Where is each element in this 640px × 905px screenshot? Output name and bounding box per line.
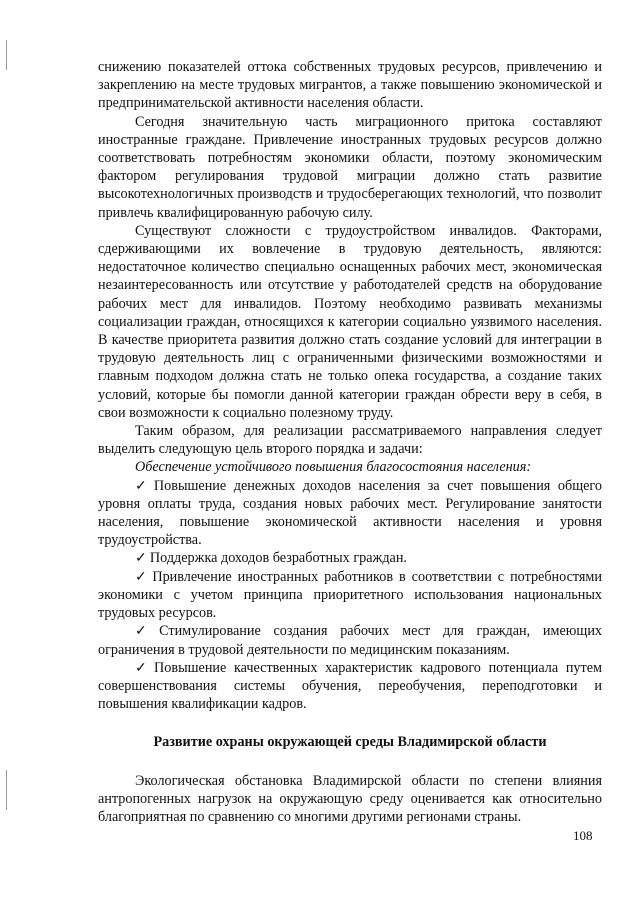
checklist-item-text: Привлечение иностранных работников в соответствии с потребностями экономики с учетом принципа приоритетного использования национальных трудовых ресурсов. xyxy=(98,568,603,622)
checkmark-icon: ✓ xyxy=(135,550,147,567)
checkmark-icon: ✓ xyxy=(135,623,157,640)
checklist-item xyxy=(98,549,602,567)
checklist-item xyxy=(98,477,602,550)
paragraph: Экологическая обстановка Владимирской области по степени влияния антропогенных нагрузок на окружающую среду оценивается как относительно благоприятная по сравнению со многими другими регионами страны. xyxy=(98,772,602,825)
checklist-item-text: Стимулирование создания рабочих мест для граждан, имеющих ограничения в трудовой деятельности по медицинским показаниям. xyxy=(98,623,603,658)
paragraph: Таким образом, для реализации рассматриваемого направления следует выделить следующую цель второго порядка и задачи: xyxy=(98,423,602,458)
checklist-item xyxy=(98,568,602,623)
checklist-item-text: Поддержка доходов безработных граждан. xyxy=(149,550,407,567)
checkmark-icon: ✓ xyxy=(135,568,150,585)
goal-statement: Обеспечение устойчивого повышения благосостояния населения: xyxy=(135,459,532,476)
checkmark-icon: ✓ xyxy=(135,477,151,494)
section-heading: Развитие охраны окружающей среды Владимирской области xyxy=(153,734,547,751)
checklist-item xyxy=(98,659,602,714)
checklist-item-text: Повышение денежных доходов населения за счет повышения общего уровня оплаты труда, создания новых рабочих мест. Регулирование занятости населения, повышение экономической активности населения и уровня трудоустройства. xyxy=(98,477,602,549)
checkmark-icon: ✓ xyxy=(135,659,152,676)
paragraph: Существуют сложности с трудоустройством инвалидов. Факторами, сдерживающими их вовлечение в трудовую деятельность, являются: недостаточное количество специально оснащенных рабочих мест, экономическая незаинтересованность или отсутствие у работодателей средств на оборудование рабочих мест для инвалидов. Поэтому необходимо развивать механизмы социализации граждан, относящихся к категории социально уязвимого населения. В качестве приоритета развития должно стать создание условий для интеграции в трудовую деятельность лиц с ограниченными физическими возможностями и главным подходом должна стать не только опека государства, а создание таких условий, которые бы помогли данной категории граждан обрести веру в себя, в свои возможности к социально полезному труду. xyxy=(98,222,602,421)
document-page xyxy=(98,58,602,826)
paragraph: Сегодня значительную часть миграционного притока составляют иностранные граждане. Привлечение иностранных трудовых ресурсов должно соответствовать потребностям экономики области, поэтому экономическим фактором регулирования трудовой миграции должно стать развитие высокотехнологичных производств и трудосберегающих технологий, что позволит привлечь квалифицированную рабочую силу. xyxy=(98,113,602,221)
checklist-item-text: Повышение качественных характеристик кадрового потенциала путем совершенствования системы обучения, переобучения, переподготовки и повышения квалификации кадров. xyxy=(98,659,602,713)
scan-edge-mark xyxy=(6,770,7,810)
page-number: 108 xyxy=(573,828,593,843)
body-text-before-heading xyxy=(98,58,602,713)
body-text-after-heading xyxy=(98,772,602,827)
scan-edge-mark xyxy=(6,40,7,70)
checklist-item xyxy=(98,622,602,658)
paragraph: снижению показателей оттока собственных трудовых ресурсов, привлечению и закреплению на месте трудовых мигрантов, а также повышению экономической и предпринимательской активности населения области. xyxy=(98,59,602,112)
